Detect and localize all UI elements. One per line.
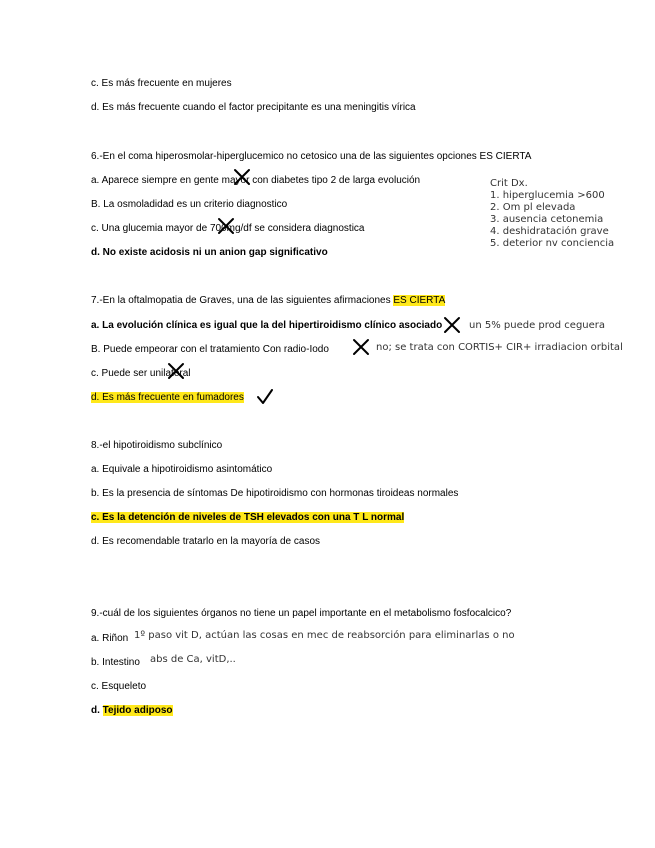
q8-option-a: a. Equivale a hipotiroidismo asintomático bbox=[91, 464, 273, 475]
q8-option-c bbox=[91, 511, 404, 524]
q6-option-b: B. La osmoladidad es un criterio diagnostico bbox=[91, 199, 288, 210]
q7-b-handwritten-note: no; se trata con CORTIS+ CIR+ irradiacion orbital bbox=[376, 342, 623, 353]
q6-option-c: c. Una glucemia mayor de 700mg/df se considera diagnostica bbox=[91, 223, 365, 234]
q5-option-c: c. Es más frecuente en mujeres bbox=[91, 78, 232, 89]
cross-mark-icon bbox=[232, 168, 252, 186]
crit-item: 5. deterior nv conciencia bbox=[490, 238, 615, 249]
q9-a-handwritten-note: 1º paso vit D, actúan las cosas en mec de reabsorción para eliminarlas o no bbox=[134, 630, 515, 641]
q7-option-a: a. La evolución clínica es igual que la del hipertiroidismo clínico asociado bbox=[91, 320, 443, 331]
q6-option-a: a. Aparece siempre en gente mayor con diabetes tipo 2 de larga evolución bbox=[91, 175, 421, 186]
q7-a-handwritten-note: un 5% puede prod ceguera bbox=[469, 320, 606, 331]
q7-option-d bbox=[91, 391, 244, 404]
q6-option-d: d. No existe acidosis ni un anion gap significativo bbox=[91, 247, 328, 258]
q7-option-d-text: d. Es más frecuente en fumadores bbox=[91, 392, 244, 403]
q9-option-c: c. Esqueleto bbox=[91, 681, 147, 692]
q9-b-handwritten-note: abs de Ca, vitD,.. bbox=[150, 654, 236, 665]
q6-stem: 6.-En el coma hiperosmolar-hiperglucemico no cetosico una de las siguientes opciones ES CIERTA bbox=[91, 151, 532, 162]
crit-title: Crit Dx. bbox=[490, 178, 528, 189]
q7-stem-text: 7.-En la oftalmopatia de Graves, una de las siguientes afirmaciones bbox=[91, 295, 394, 306]
q9-option-b: b. Intestino bbox=[91, 657, 140, 668]
q7-option-b: B. Puede empeorar con el tratamiento Con radio-Iodo bbox=[91, 344, 329, 355]
q9-stem: 9.-cuál de los siguientes órganos no tiene un papel importante en el metabolismo fosfocalcico? bbox=[91, 608, 512, 619]
q9-option-d-prefix: d. bbox=[91, 705, 103, 716]
check-mark-icon bbox=[256, 388, 274, 406]
cross-mark-icon bbox=[351, 338, 371, 356]
cross-mark-icon bbox=[216, 217, 236, 235]
q8-option-c-text: c. Es la detención de niveles de TSH elevados con una T L normal bbox=[91, 512, 405, 523]
q8-option-d: d. Es recomendable tratarlo en la mayoría de casos bbox=[91, 536, 321, 547]
q7-option-c: c. Puede ser unilateral bbox=[91, 368, 191, 379]
q9-option-a: a. Riñon bbox=[91, 633, 129, 644]
crit-item: 1. hiperglucemia >600 bbox=[490, 190, 605, 201]
cross-mark-icon bbox=[442, 316, 462, 334]
diagnostic-criteria-note bbox=[490, 178, 614, 250]
crit-item: 2. Om pl elevada bbox=[490, 202, 576, 213]
q9-option-d-text: Tejido adiposo bbox=[102, 705, 173, 716]
q5-option-d: d. Es más frecuente cuando el factor precipitante es una meningitis vírica bbox=[91, 102, 416, 113]
crit-item: 3. ausencia cetonemia bbox=[490, 214, 604, 225]
crit-item: 4. deshidratación grave bbox=[490, 226, 609, 237]
q9-option-d bbox=[91, 704, 173, 717]
q7-stem bbox=[91, 294, 445, 307]
cross-mark-icon bbox=[167, 362, 185, 380]
q7-stem-highlight: ES CIERTA bbox=[393, 295, 446, 306]
q8-stem: 8.-el hipotiroidismo subclínico bbox=[91, 440, 223, 451]
q8-option-b: b. Es la presencia de síntomas De hipotiroidismo con hormonas tiroideas normales bbox=[91, 488, 459, 499]
